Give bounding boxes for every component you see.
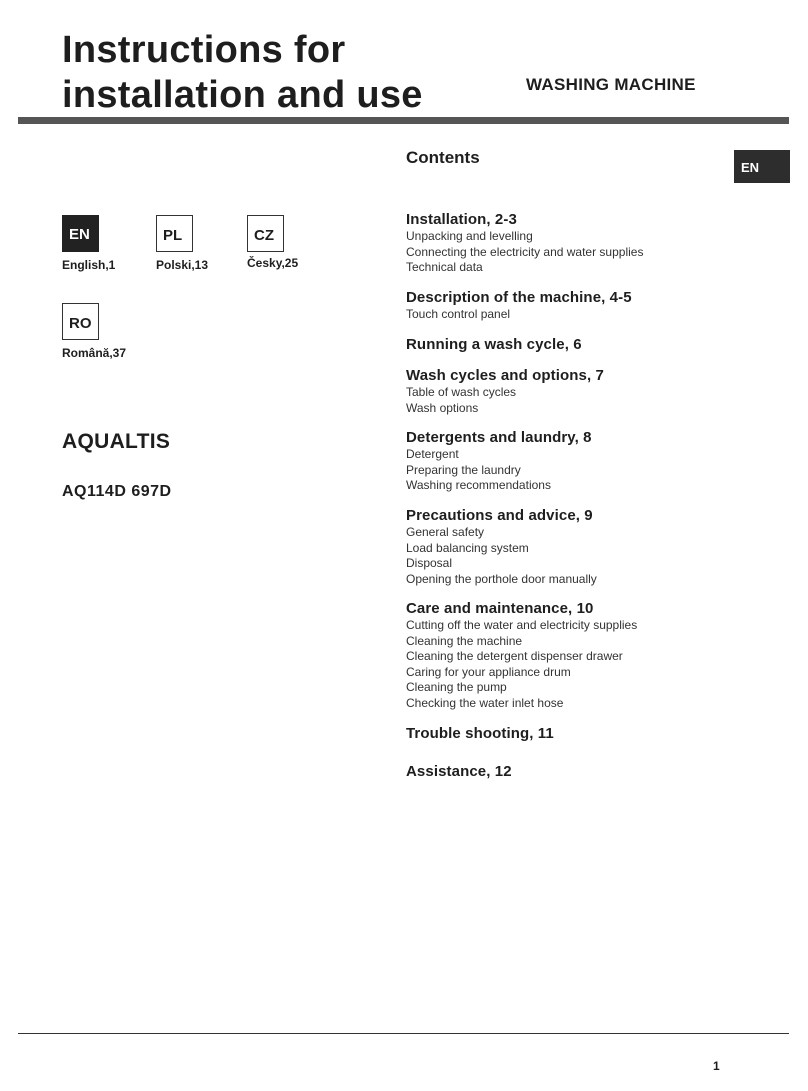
toc-item[interactable]: Preparing the laundry <box>406 462 521 477</box>
toc-section-title[interactable]: Installation, 2-3 <box>406 211 517 228</box>
language-option-en[interactable] <box>62 215 142 272</box>
toc-section-title[interactable]: Description of the machine, 4-5 <box>406 289 632 306</box>
toc-item[interactable]: Technical data <box>406 260 483 274</box>
toc-section-installation <box>406 211 726 276</box>
toc-section-description <box>406 289 726 323</box>
toc-item[interactable]: Checking the water inlet hose <box>406 695 564 710</box>
toc-item[interactable]: Touch control panel <box>406 307 511 321</box>
product-brand: AQUALTIS <box>62 430 171 453</box>
language-code-box[interactable]: CZ <box>247 215 284 252</box>
toc-item[interactable]: Detergent <box>406 447 459 461</box>
toc-section-title[interactable]: Running a wash cycle, 6 <box>406 336 582 353</box>
toc-section-title[interactable]: Assistance, 12 <box>406 763 512 780</box>
language-label: English,1 <box>62 258 116 272</box>
toc-item[interactable]: Wash options <box>406 400 479 415</box>
language-code-box[interactable]: EN <box>62 215 99 252</box>
header-divider <box>18 117 789 124</box>
toc-item[interactable]: Load balancing system <box>406 540 529 555</box>
toc-item[interactable]: Connecting the electricity and water supplies <box>406 244 644 259</box>
toc-item[interactable]: Cleaning the pump <box>406 680 507 694</box>
toc-item[interactable]: Caring for your appliance drum <box>406 664 571 679</box>
language-option-pl[interactable] <box>156 215 236 272</box>
toc-section-title[interactable]: Precautions and advice, 9 <box>406 507 593 524</box>
toc-item[interactable]: Unpacking and levelling <box>406 229 533 243</box>
language-label: Română,37 <box>62 346 127 360</box>
language-code-box[interactable]: PL <box>156 215 193 252</box>
toc-item[interactable]: Opening the porthole door manually <box>406 571 597 586</box>
footer-divider <box>18 1033 789 1034</box>
toc-item[interactable]: Disposal <box>406 556 453 570</box>
toc-section-title[interactable]: Detergents and laundry, 8 <box>406 429 592 446</box>
document-type: WASHING MACHINE <box>526 75 696 94</box>
product-model: AQ114D 697D <box>62 483 172 500</box>
page-title <box>62 28 423 118</box>
toc-section-wash-cycles <box>406 367 726 416</box>
toc-item[interactable]: Washing recommendations <box>406 478 551 492</box>
language-option-ro[interactable] <box>62 303 142 360</box>
toc-item[interactable]: Cleaning the detergent dispenser drawer <box>406 649 623 663</box>
toc-section-title[interactable]: Wash cycles and options, 7 <box>406 367 604 384</box>
language-label: Česky,25 <box>247 256 299 270</box>
toc-section-trouble-shooting <box>406 725 726 743</box>
toc-item[interactable]: General safety <box>406 525 485 539</box>
page-title-line-1: Instructions for <box>62 29 346 71</box>
toc-section-care <box>406 600 726 711</box>
language-option-cz[interactable] <box>247 215 327 270</box>
toc-section-detergents <box>406 429 726 494</box>
toc-section-title[interactable]: Trouble shooting, 11 <box>406 725 554 742</box>
toc-item[interactable]: Cutting off the water and electricity supplies <box>406 618 638 632</box>
toc-item[interactable]: Table of wash cycles <box>406 385 517 399</box>
toc-section-running <box>406 336 726 354</box>
page-number: 1 <box>713 1059 720 1073</box>
language-side-tab: EN <box>734 150 790 183</box>
language-label: Polski,13 <box>156 258 209 272</box>
toc-section-assistance <box>406 763 726 781</box>
toc-section-title[interactable]: Care and maintenance, 10 <box>406 600 594 617</box>
language-code-box[interactable]: RO <box>62 303 99 340</box>
page-title-line-2: installation and use <box>62 74 423 116</box>
toc-section-precautions <box>406 507 726 587</box>
toc-item[interactable]: Cleaning the machine <box>406 633 523 648</box>
contents-heading: Contents <box>406 148 480 167</box>
